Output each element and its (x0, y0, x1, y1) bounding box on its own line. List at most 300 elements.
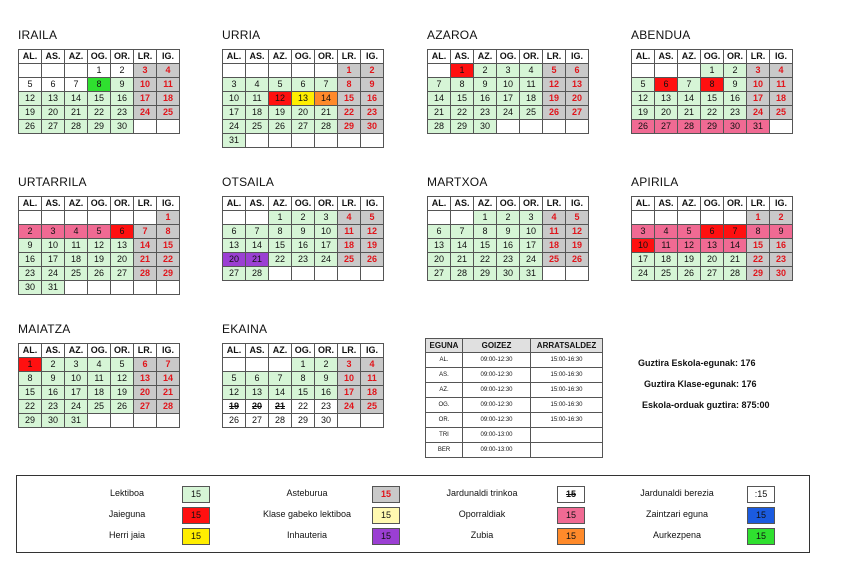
day-cell: 13 (292, 92, 315, 106)
day-cell: 1 (701, 64, 724, 78)
weekday-header: IG. (361, 197, 384, 211)
day-cell: 27 (42, 120, 65, 134)
weekday-header: AZ. (269, 50, 292, 64)
empty-day-cell (157, 120, 180, 134)
day-cell: 10 (134, 78, 157, 92)
empty-day-cell (338, 414, 361, 428)
month-title: ABENDUA (631, 28, 691, 42)
day-cell: 26 (632, 120, 655, 134)
day-cell: 28 (315, 120, 338, 134)
empty-day-cell (678, 211, 701, 225)
day-cell: 7 (724, 225, 747, 239)
day-cell: 25 (361, 400, 384, 414)
day-cell: 5 (566, 211, 589, 225)
day-cell: 18 (88, 386, 111, 400)
day-cell: 7 (315, 78, 338, 92)
hours-cell: 09:00-12:30 (463, 383, 531, 398)
empty-day-cell (111, 414, 134, 428)
day-cell: 18 (520, 92, 543, 106)
day-cell: 28 (451, 267, 474, 281)
day-cell: 8 (269, 225, 292, 239)
empty-day-cell (770, 120, 793, 134)
day-cell: 8 (292, 372, 315, 386)
day-cell: 6 (566, 64, 589, 78)
weekday-header: AS. (246, 344, 269, 358)
month-iraila (18, 28, 180, 134)
day-cell: 9 (315, 372, 338, 386)
day-cell: 6 (111, 225, 134, 239)
day-cell: 27 (134, 400, 157, 414)
empty-day-cell (246, 358, 269, 372)
day-cell: 29 (747, 267, 770, 281)
weekday-header: AS. (655, 197, 678, 211)
day-cell: 21 (269, 400, 292, 414)
empty-day-cell (246, 134, 269, 148)
day-cell: 29 (157, 267, 180, 281)
day-cell: 8 (747, 225, 770, 239)
day-cell: 5 (269, 78, 292, 92)
day-cell: 4 (655, 225, 678, 239)
empty-day-cell (655, 64, 678, 78)
day-cell: 20 (134, 386, 157, 400)
weekday-header: LR. (338, 50, 361, 64)
day-cell: 31 (223, 134, 246, 148)
empty-day-cell (428, 211, 451, 225)
day-cell: 22 (338, 106, 361, 120)
day-cell: 14 (451, 239, 474, 253)
weekday-header: OR. (111, 50, 134, 64)
empty-day-cell (543, 267, 566, 281)
weekday-header: AS. (42, 197, 65, 211)
month-apirila (631, 175, 793, 281)
day-cell: 19 (269, 106, 292, 120)
day-cell: 29 (19, 414, 42, 428)
weekday-header: OR. (724, 50, 747, 64)
day-cell: 13 (134, 372, 157, 386)
day-cell: 24 (632, 267, 655, 281)
day-cell: 28 (134, 267, 157, 281)
day-cell: 30 (42, 414, 65, 428)
empty-day-cell (111, 281, 134, 295)
day-cell: 4 (543, 211, 566, 225)
weekday-header: AZ. (474, 50, 497, 64)
day-cell: 15 (338, 92, 361, 106)
legend-label: Herri jaia (108, 530, 145, 540)
empty-day-cell (451, 211, 474, 225)
day-cell: 4 (770, 64, 793, 78)
day-cell: 25 (770, 106, 793, 120)
hours-cell: 15:00-16:30 (531, 383, 603, 398)
empty-day-cell (361, 134, 384, 148)
hours-cell (531, 443, 603, 458)
day-cell: 26 (678, 267, 701, 281)
weekday-header: AL. (223, 50, 246, 64)
day-cell: 13 (246, 386, 269, 400)
day-cell: 2 (19, 225, 42, 239)
day-cell: 2 (474, 64, 497, 78)
weekday-header: AL. (19, 50, 42, 64)
hours-cell: 15:00-16:30 (531, 353, 603, 368)
hours-cell (531, 428, 603, 443)
legend-swatch: 15 (747, 507, 775, 524)
day-cell: 17 (315, 239, 338, 253)
empty-day-cell (246, 211, 269, 225)
day-cell: 5 (361, 211, 384, 225)
weekday-header: OR. (520, 197, 543, 211)
day-cell: 4 (246, 78, 269, 92)
empty-day-cell (269, 267, 292, 281)
day-cell: 20 (111, 253, 134, 267)
day-cell: 19 (678, 253, 701, 267)
day-cell: 3 (632, 225, 655, 239)
day-cell: 9 (724, 78, 747, 92)
day-cell: 19 (632, 106, 655, 120)
day-cell: 14 (428, 92, 451, 106)
day-cell: 31 (520, 267, 543, 281)
day-cell: 2 (292, 211, 315, 225)
day-cell: 4 (65, 225, 88, 239)
hours-cell: 15:00-16:30 (531, 398, 603, 413)
day-cell: 30 (315, 414, 338, 428)
weekday-header: AZ. (678, 50, 701, 64)
day-cell: 25 (338, 253, 361, 267)
day-cell: 1 (474, 211, 497, 225)
empty-day-cell (678, 64, 701, 78)
day-cell: 29 (88, 120, 111, 134)
empty-day-cell (361, 267, 384, 281)
legend-swatch: 15 (182, 528, 210, 545)
weekday-header: AL. (223, 197, 246, 211)
day-cell: 12 (269, 92, 292, 106)
legend (16, 475, 810, 553)
weekday-header: AZ. (65, 50, 88, 64)
day-cell: 15 (269, 239, 292, 253)
hours-header: EGUNA (426, 339, 463, 353)
weekday-header: LR. (338, 344, 361, 358)
day-cell: 29 (338, 120, 361, 134)
day-cell: 16 (497, 239, 520, 253)
day-cell: 1 (338, 64, 361, 78)
weekday-header: OR. (111, 197, 134, 211)
hours-header: ARRATSALDEZ (531, 339, 603, 353)
day-cell: 22 (88, 106, 111, 120)
day-cell: 3 (747, 64, 770, 78)
month-title: URRIA (222, 28, 261, 42)
day-cell: 12 (566, 225, 589, 239)
day-cell: 10 (520, 225, 543, 239)
month-title: IRAILA (18, 28, 58, 42)
legend-label: Jaieguna (108, 509, 146, 519)
weekday-header: IG. (157, 50, 180, 64)
day-cell: 7 (428, 78, 451, 92)
legend-swatch: 15 (372, 507, 400, 524)
day-cell: 23 (770, 253, 793, 267)
day-cell: 11 (88, 372, 111, 386)
day-cell: 19 (88, 253, 111, 267)
day-cell: 19 (223, 400, 246, 414)
month-martxoa (427, 175, 589, 281)
day-cell: 29 (474, 267, 497, 281)
day-cell: 23 (19, 267, 42, 281)
day-cell: 16 (770, 239, 793, 253)
day-cell: 5 (632, 78, 655, 92)
empty-day-cell (88, 281, 111, 295)
day-cell: 28 (428, 120, 451, 134)
empty-day-cell (361, 414, 384, 428)
weekday-header: OG. (497, 197, 520, 211)
empty-day-cell (338, 134, 361, 148)
day-cell: 12 (223, 386, 246, 400)
day-cell: 20 (42, 106, 65, 120)
hours-cell: 15:00-16:30 (531, 413, 603, 428)
day-cell: 15 (88, 92, 111, 106)
hours-cell: AS. (426, 368, 463, 383)
empty-day-cell (632, 64, 655, 78)
day-cell: 2 (724, 64, 747, 78)
legend-label: Klase gabeko lektiboa (262, 509, 352, 519)
day-cell: 27 (655, 120, 678, 134)
day-cell: 11 (157, 78, 180, 92)
day-cell: 27 (223, 267, 246, 281)
legend-swatch: 15 (557, 507, 585, 524)
day-cell: 10 (315, 225, 338, 239)
day-cell: 5 (678, 225, 701, 239)
day-cell: 19 (566, 239, 589, 253)
day-cell: 20 (428, 253, 451, 267)
day-cell: 8 (157, 225, 180, 239)
day-cell: 27 (701, 267, 724, 281)
day-cell: 8 (701, 78, 724, 92)
day-cell: 16 (111, 92, 134, 106)
weekday-header: LR. (134, 197, 157, 211)
day-cell: 22 (269, 253, 292, 267)
day-cell: 26 (269, 120, 292, 134)
legend-label: Lektiboa (109, 488, 145, 498)
day-cell: 26 (566, 253, 589, 267)
legend-swatch: 15 (182, 486, 210, 503)
weekday-header: AS. (451, 197, 474, 211)
day-cell: 30 (361, 120, 384, 134)
day-cell: 26 (223, 414, 246, 428)
day-cell: 24 (134, 106, 157, 120)
empty-day-cell (292, 134, 315, 148)
day-cell: 25 (246, 120, 269, 134)
weekday-header: IG. (770, 197, 793, 211)
day-cell: 9 (42, 372, 65, 386)
weekday-header: OR. (520, 50, 543, 64)
day-cell: 8 (338, 78, 361, 92)
hours-cell: 15:00-16:30 (531, 368, 603, 383)
empty-day-cell (566, 120, 589, 134)
empty-day-cell (42, 64, 65, 78)
empty-day-cell (134, 211, 157, 225)
empty-day-cell (65, 281, 88, 295)
empty-day-cell (65, 211, 88, 225)
day-cell: 14 (246, 239, 269, 253)
day-cell: 10 (65, 372, 88, 386)
empty-day-cell (134, 414, 157, 428)
weekday-header: LR. (543, 50, 566, 64)
day-cell: 6 (655, 78, 678, 92)
day-cell: 5 (223, 372, 246, 386)
day-cell: 22 (474, 253, 497, 267)
weekday-header: LR. (338, 197, 361, 211)
stat-eskola-orduak: Eskola-orduak guztira: 875:00 (642, 400, 770, 410)
weekday-header: OR. (724, 197, 747, 211)
day-cell: 29 (701, 120, 724, 134)
day-cell: 26 (111, 400, 134, 414)
day-cell: 12 (111, 372, 134, 386)
day-cell: 9 (497, 225, 520, 239)
hours-cell: BER (426, 443, 463, 458)
weekday-header: AZ. (678, 197, 701, 211)
day-cell: 20 (566, 92, 589, 106)
day-cell: 10 (747, 78, 770, 92)
empty-day-cell (134, 281, 157, 295)
empty-day-cell (701, 211, 724, 225)
hours-cell: 09:00-12:30 (463, 398, 531, 413)
day-cell: 10 (497, 78, 520, 92)
weekday-header: OR. (315, 50, 338, 64)
empty-day-cell (566, 267, 589, 281)
day-cell: 24 (42, 267, 65, 281)
stat-klase-egunak: Guztira Klase-egunak: 176 (644, 379, 757, 389)
day-cell: 21 (134, 253, 157, 267)
day-cell: 25 (543, 253, 566, 267)
empty-day-cell (428, 64, 451, 78)
empty-day-cell (269, 134, 292, 148)
empty-day-cell (19, 211, 42, 225)
empty-day-cell (315, 267, 338, 281)
empty-day-cell (42, 211, 65, 225)
day-cell: 23 (315, 400, 338, 414)
month-title: MAIATZA (18, 322, 71, 336)
day-cell: 17 (497, 92, 520, 106)
day-cell: 7 (246, 225, 269, 239)
day-cell: 28 (246, 267, 269, 281)
day-cell: 5 (111, 358, 134, 372)
weekday-header: AL. (428, 50, 451, 64)
day-cell: 22 (292, 400, 315, 414)
weekday-header: AS. (655, 50, 678, 64)
day-cell: 22 (701, 106, 724, 120)
day-cell: 4 (157, 64, 180, 78)
weekday-header: LR. (134, 344, 157, 358)
month-urtarrila (18, 175, 180, 295)
day-cell: 16 (474, 92, 497, 106)
day-cell: 10 (632, 239, 655, 253)
day-cell: 4 (520, 64, 543, 78)
day-cell: 3 (42, 225, 65, 239)
day-cell: 28 (724, 267, 747, 281)
month-title: OTSAILA (222, 175, 275, 189)
day-cell: 1 (19, 358, 42, 372)
weekday-header: AS. (246, 50, 269, 64)
day-cell: 28 (269, 414, 292, 428)
day-cell: 1 (88, 64, 111, 78)
day-cell: 3 (520, 211, 543, 225)
day-cell: 2 (315, 358, 338, 372)
day-cell: 18 (543, 239, 566, 253)
empty-day-cell (88, 211, 111, 225)
weekday-header: AZ. (65, 197, 88, 211)
day-cell: 28 (65, 120, 88, 134)
hours-cell: 09:00-13:00 (463, 443, 531, 458)
day-cell: 2 (497, 211, 520, 225)
day-cell: 14 (724, 239, 747, 253)
empty-day-cell (246, 64, 269, 78)
day-cell: 17 (520, 239, 543, 253)
day-cell: 11 (543, 225, 566, 239)
weekday-header: IG. (361, 344, 384, 358)
day-cell: 1 (157, 211, 180, 225)
day-cell: 2 (42, 358, 65, 372)
day-cell: 8 (451, 78, 474, 92)
day-cell: 31 (65, 414, 88, 428)
month-azaroa (427, 28, 589, 134)
empty-day-cell (292, 267, 315, 281)
day-cell: 31 (42, 281, 65, 295)
weekday-header: AS. (246, 197, 269, 211)
day-cell: 21 (724, 253, 747, 267)
day-cell: 1 (451, 64, 474, 78)
legend-swatch: 15 (557, 528, 585, 545)
day-cell: 13 (428, 239, 451, 253)
legend-label: Jardunaldi trinkoa (446, 488, 518, 498)
day-cell: 24 (315, 253, 338, 267)
day-cell: 19 (361, 239, 384, 253)
day-cell: 21 (65, 106, 88, 120)
day-cell: 6 (246, 372, 269, 386)
empty-day-cell (223, 358, 246, 372)
day-cell: 23 (474, 106, 497, 120)
weekday-header: OG. (88, 50, 111, 64)
weekday-header: AL. (632, 197, 655, 211)
day-cell: 2 (111, 64, 134, 78)
day-cell: 30 (770, 267, 793, 281)
day-cell: 27 (292, 120, 315, 134)
day-cell: 23 (292, 253, 315, 267)
day-cell: 11 (361, 372, 384, 386)
weekday-header: IG. (361, 50, 384, 64)
legend-label: Inhauteria (286, 530, 328, 540)
day-cell: 9 (292, 225, 315, 239)
day-cell: 18 (655, 253, 678, 267)
hours-header: GOIZEZ (463, 339, 531, 353)
weekday-header: OG. (701, 50, 724, 64)
weekday-header: OG. (88, 197, 111, 211)
hours-cell: TRI (426, 428, 463, 443)
day-cell: 19 (543, 92, 566, 106)
day-cell: 14 (269, 386, 292, 400)
weekday-header: AL. (19, 344, 42, 358)
legend-label: Oporraldiak (458, 509, 506, 519)
empty-day-cell (223, 211, 246, 225)
day-cell: 6 (223, 225, 246, 239)
day-cell: 12 (361, 225, 384, 239)
day-cell: 2 (361, 64, 384, 78)
day-cell: 7 (65, 78, 88, 92)
day-cell: 3 (134, 64, 157, 78)
legend-swatch: 15 (372, 528, 400, 545)
day-cell: 20 (246, 400, 269, 414)
day-cell: 17 (65, 386, 88, 400)
legend-swatch: :15 (747, 486, 775, 503)
day-cell: 29 (451, 120, 474, 134)
day-cell: 13 (111, 239, 134, 253)
empty-day-cell (269, 358, 292, 372)
weekday-header: AL. (19, 197, 42, 211)
